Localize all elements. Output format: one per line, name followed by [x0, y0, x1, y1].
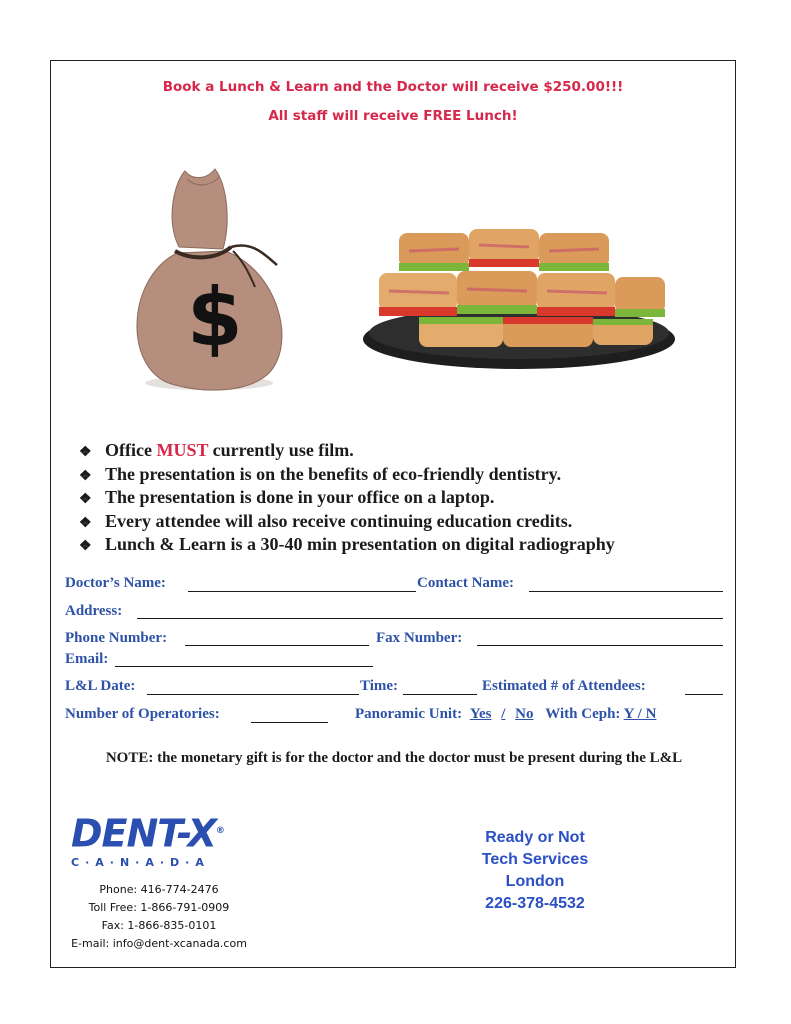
contact-name-label: Contact Name: — [417, 575, 515, 591]
rep-phone: 226-378-4532 — [485, 895, 585, 912]
list-item: ❖ Every attendee will also receive continuing education credits. — [79, 510, 615, 534]
headline-free-lunch: All staff will receive FREE Lunch! — [268, 108, 518, 124]
ceph-label: With Ceph: — [545, 706, 621, 722]
doctor-name-field[interactable] — [188, 591, 416, 592]
doctor-name-label: Doctor’s Name: — [65, 575, 166, 591]
dent-x-logo — [71, 811, 246, 869]
headline-offer: Book a Lunch & Learn and the Doctor will receive $250.00!!! — [162, 79, 624, 95]
company-contact — [59, 881, 259, 953]
time-field[interactable] — [403, 694, 477, 695]
list-item: ❖ Lunch & Learn is a 30-40 min presentation on digital radiography — [79, 533, 615, 557]
panoramic-unit-label: Panoramic Unit: Yes / No With Ceph: Y / N — [355, 706, 657, 722]
diamond-bullet-icon: ❖ — [79, 492, 92, 507]
date-label: L&L Date: — [65, 678, 136, 694]
list-item: ❖ Office MUST currently use film. — [79, 439, 615, 463]
email-field[interactable] — [115, 666, 373, 667]
fax-field[interactable] — [477, 645, 723, 646]
dollar-sign-icon: $ — [187, 271, 243, 364]
time-label: Time: — [360, 678, 399, 694]
company-fax: Fax: 1-866-835-0101 — [101, 919, 217, 932]
contact-name-field[interactable] — [529, 591, 723, 592]
diamond-bullet-icon: ❖ — [79, 515, 92, 531]
registered-mark: ® — [215, 826, 224, 836]
rep-name-line2: Tech Services — [481, 851, 589, 868]
panoramic-no-option[interactable]: No — [515, 706, 534, 722]
operatories-field[interactable] — [251, 722, 328, 723]
list-item: ❖ The presentation is done in your office on a laptop. — [79, 486, 615, 510]
fax-label: Fax Number: — [376, 630, 463, 646]
panoramic-separator: / — [501, 706, 506, 722]
diamond-bullet-icon: ❖ — [79, 539, 92, 554]
diamond-bullet-icon: ❖ — [79, 445, 92, 460]
requirements-list — [79, 439, 615, 557]
operatories-label: Number of Operatories: — [65, 706, 220, 722]
note-text: NOTE: the monetary gift is for the doctor and the doctor must be present during the L&L — [105, 750, 683, 766]
list-item: ❖ The presentation is on the benefits of eco-friendly dentistry. — [79, 463, 615, 487]
rep-name-line1: Ready or Not — [485, 829, 585, 846]
logo-subtext: C·A·N·A·D·A — [71, 855, 210, 869]
address-label: Address: — [65, 603, 123, 619]
phone-label: Phone Number: — [65, 630, 168, 646]
emphasis-must: MUST — [156, 440, 209, 460]
ceph-options[interactable]: Y / N — [623, 706, 657, 722]
company-toll-free: Toll Free: 1-866-791-0909 — [88, 901, 230, 914]
company-phone: Phone: 416-774-2476 — [99, 883, 219, 896]
attendees-label: Estimated # of Attendees: — [482, 678, 646, 694]
sandwich-platter-image — [359, 221, 679, 376]
email-label: Email: — [65, 651, 109, 667]
attendees-field[interactable] — [685, 694, 723, 695]
rep-location: London — [505, 873, 565, 890]
logo-text: DENT-X — [71, 811, 216, 856]
panoramic-yes-option[interactable]: Yes — [469, 706, 492, 722]
diamond-bullet-icon: ❖ — [79, 468, 92, 484]
company-email: E-mail: info@dent-xcanada.com — [71, 937, 247, 950]
money-bag-image — [127, 161, 297, 396]
flyer-sheet — [50, 60, 736, 968]
date-field[interactable] — [147, 694, 359, 695]
address-field[interactable] — [137, 618, 723, 619]
phone-field[interactable] — [185, 645, 369, 646]
rep-info — [445, 827, 625, 915]
